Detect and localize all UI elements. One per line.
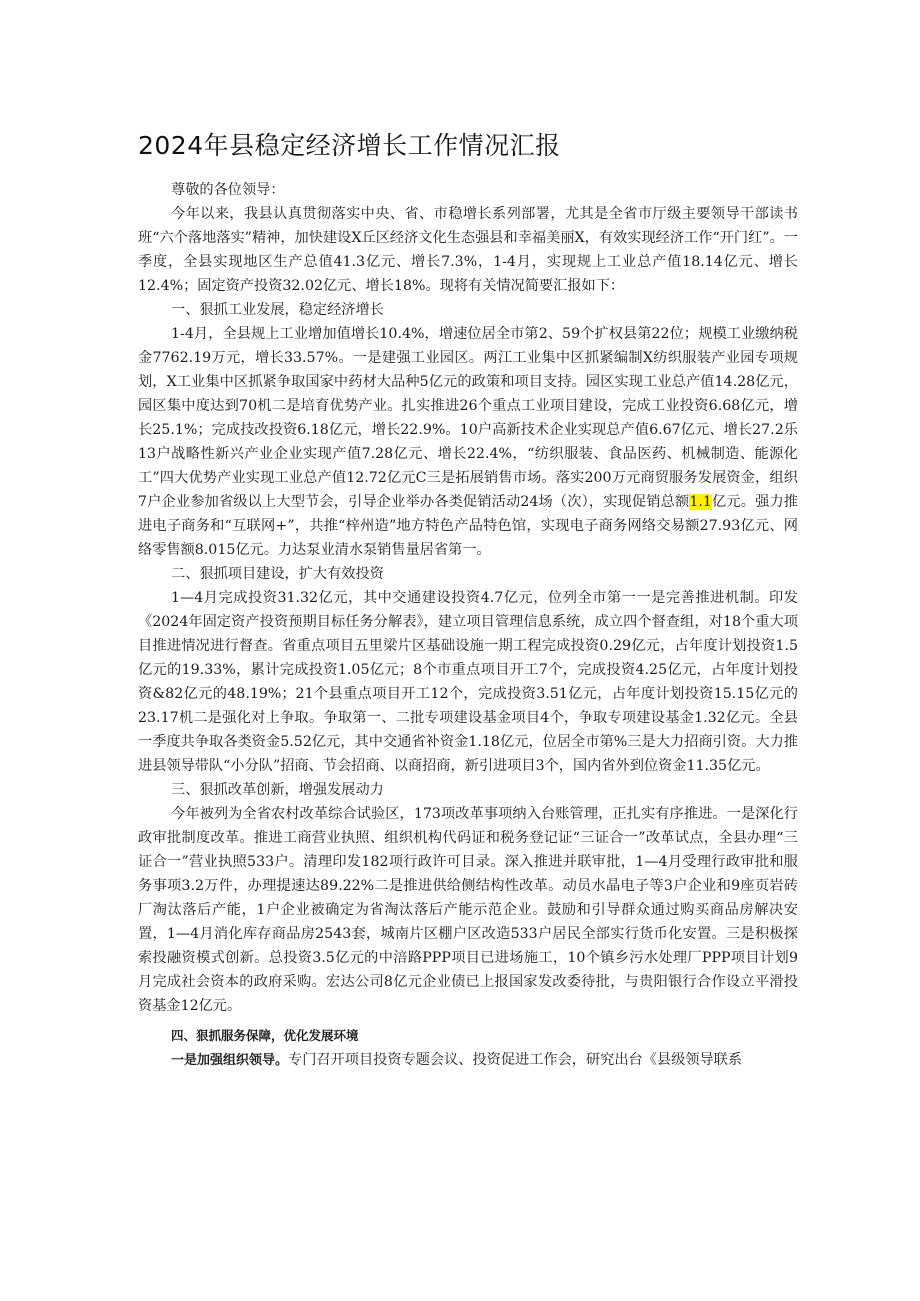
- document-body: [138, 178, 798, 1073]
- intro-paragraph: 今年以来，我县认真贯彻落实中央、省、市稳增长系列部署，尤其是全省市厅级主要领导干部读书班“六个落地落实”精神，加快建设X丘区经济文化生态强县和幸福美丽X，有效实现经济工作“开门红”。一季度，全县实现地区生产总值41.3亿元、增长7.3%，1-4月，实现规上工业总产值18.14亿元、增长12.4%；固定资产投资32.02亿元、增长18%。现将有关情况简要汇报如下：: [138, 206, 798, 294]
- section-1-heading: 一、狠抓工业发展，稳定经济增长: [171, 302, 384, 318]
- section-2-paragraph: 1—4月完成投资31.32亿元，其中交通建设投资4.7亿元，位列全市第一一是完善推进机制。印发《2024年固定资产投资预期目标任务分解表》，建立项目管理信息系统，成立四个督查组，对18个重大项目推进情况进行督查。省重点项目五里梁片区基础设施一期工程完成投资0.29亿元，占年度计划投资1.5亿元的19.33%，累计完成投资1.05亿元；8个市重点项目开工7个，完成投资4.25亿元，占年度计划投资&82亿元的48.19%；21个县重点项目开工12个，完成投资3.51亿元，占年度计划投资15.15亿元的23.17机二是强化对上争取。争取第一、二批专项建设基金项目4个，争取专项建设基金1.32亿元。全县一季度共争取各类资金5.52亿元，其中交通省补资金1.18亿元，位居全市第%三是大力招商引资。大力推进县领导带队“小分队”招商、节会招商、以商招商，新引进项目3个，国内省外到位资金11.35亿元。: [138, 590, 798, 774]
- section-2-heading: 二、狠抓项目建设，扩大有效投资: [171, 566, 384, 582]
- section-1-paragraph: [138, 322, 798, 562]
- section-4-heading: 四、狠抓服务保障，优化发展环境: [171, 1028, 359, 1043]
- document-title: 2024年县稳定经济增长工作情况汇报: [138, 131, 561, 160]
- section-4-text: 专门召开项目投资专题会议、投资促进工作会，研究出台《县级领导联系: [288, 1052, 743, 1068]
- section-4-lead: 一是加强组织领导。: [171, 1053, 289, 1068]
- section-1-text-after: 亿元。强力推进电子商务和“互联网+”，共推“梓州造”地方特色产品特色馆，实现电子商务网络交易额27.93亿元、网络零售额8.015亿元。力达泵业清水泵销售量居省第一。: [138, 494, 798, 558]
- section-3-paragraph: 今年被列为全省农村改革综合试验区，173项改革事项纳入台账管理，正扎实有序推进。一是深化行政审批制度改革。推进工商营业执照、组织机构代码证和税务登记证“三证合一”改革试点，全县办理“三证合一”营业执照533户。清理印发182项行政许可目录。深入推进并联审批，1—4月受理行政审批和服务事项3.2万件，办理提速达89.22%二是推进供给侧结构性改革。动员水晶电子等3户企业和9座页岩砖厂淘汰落后产能，1户企业被确定为省淘汰落后产能示范企业。鼓励和引导群众通过购买商品房解决安置，1—4月消化库存商品房2543套，城南片区棚户区改造533户居民全部实行货币化安置。三是积极探索投融资模式创新。总投资3.5亿元的中涪路PPP项目已进场施工，10个镇乡污水处理厂PPP项目计划9月完成社会资本的政府采购。宏达公司8亿元企业债已上报国家发改委待批，与贵阳银行合作设立平滑投资基金12亿元。: [138, 806, 798, 1014]
- highlighted-value: 1.1: [689, 494, 712, 510]
- section-4-paragraph: [138, 1048, 798, 1073]
- greeting: 尊敬的各位领导：: [171, 182, 285, 198]
- section-3-heading: 三、狠抓改革创新，增强发展动力: [171, 782, 384, 798]
- section-1-text-before: 1-4月，全县规上工业增加值增长10.4%，增速位居全市第2、59个扩权县第22位；规模工业缴纳税金7762.19万元，增长33.57%。一是建强工业园区。两江工业集中区抓紧编制X纺织服装产业园专项规划，X工业集中区抓紧争取国家中药材大品种5亿元的政策和项目支持。园区实现工业总产值14.28亿元，园区集中度达到70机二是培育优势产业。扎实推进26个重点工业项目建设，完成工业投资6.68亿元，增长25.1%；完成技改投资6.18亿元，增长22.9%。10户高新技术企业实现总产值6.67亿元、增长27.2乐13户战略性新兴产业企业实现产值7.28亿元、增长22.4%，“纺织服装、食品医药、机械制造、能源化工”四大优势产业实现工业总产值12.72亿元C三是拓展销售市场。落实200万元商贸服务发展资金，组织7户企业参加省级以上大型节会，引导企业举办各类促销活动24场（次），实现促销总额: [138, 326, 798, 510]
